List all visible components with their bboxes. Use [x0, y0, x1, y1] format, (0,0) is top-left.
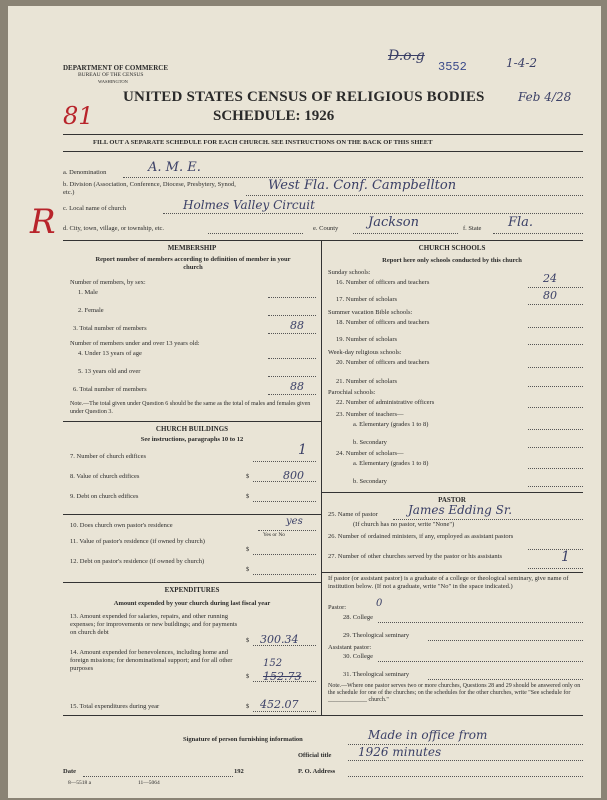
rule-pastor: [321, 492, 583, 493]
q1-male: 1. Male: [78, 289, 98, 296]
division-label: b. Division (Association, Conference, Diocese, Presbytery, Synod, etc.): [63, 181, 236, 196]
handwritten-date-2: Feb 4/28: [518, 90, 572, 104]
q15-line: [253, 711, 316, 712]
pastor-hw: 0: [376, 598, 383, 609]
pastor-label: Pastor:: [328, 604, 347, 611]
q6-line: [268, 394, 316, 395]
q15-value: 452.07: [260, 698, 299, 711]
q24a-elementary: a. Elementary (grades 1 to 8): [353, 460, 429, 467]
q18-officers: 18. Number of officers and teachers: [336, 319, 430, 326]
q11-value-residence: 11. Value of pastor's residence (if owned by church): [70, 538, 205, 545]
buildings-intro: See instructions, paragraphs 10 to 12: [140, 436, 244, 443]
q13-dollar: $: [246, 637, 250, 644]
expenditures-title: EXPENDITURES: [164, 586, 220, 594]
q30-college: 30. College: [343, 653, 373, 660]
q8-value: 800: [283, 469, 304, 482]
q25-name: 25. Name of pastor: [328, 511, 378, 518]
q15-dollar: $: [246, 703, 250, 710]
graduate-intro: If pastor (or assistant pastor) is a graduate of a college or theological seminary, give name of institution below. (If not a graduate, write "No" in the space indicated.): [328, 575, 569, 590]
city-label: d. City, town, village, or township, etc.: [63, 225, 165, 232]
q8-value-edifices: 8. Value of church edifices: [70, 473, 140, 480]
denomination-value: A. M. E.: [148, 160, 201, 175]
q1-line: [268, 297, 316, 298]
q17-scholars: 17. Number of scholars: [336, 296, 398, 303]
q14-value: 152.73: [263, 670, 302, 683]
q22-line: [528, 407, 583, 408]
q21-scholars: 21. Number of scholars: [336, 378, 398, 385]
q7-value: 1: [298, 442, 307, 458]
q27-value: 1: [561, 549, 570, 565]
q29-seminary: 29. Theological seminary: [343, 632, 410, 639]
schools-intro: Report here only schools conducted by this church: [382, 257, 522, 264]
q19-line: [528, 344, 583, 345]
summer-schools: Summer vacation Bible schools:: [328, 309, 413, 316]
q21-line: [528, 386, 583, 387]
q24b-line: [528, 486, 583, 487]
denomination-label: a. Denomination: [63, 169, 107, 176]
q24b-secondary: b. Secondary: [353, 478, 387, 485]
signature-value: Made in office from: [368, 728, 488, 742]
local-name-label: c. Local name of church: [63, 205, 126, 212]
census-schedule-page: [8, 6, 601, 798]
q12-dollar: $: [246, 566, 250, 573]
local-name-line: [163, 213, 583, 214]
handwritten-code: D.o.g: [388, 48, 425, 64]
q29-line: [428, 640, 583, 641]
county-line: [353, 233, 458, 234]
q23a-elementary: a. Elementary (grades 1 to 8): [353, 421, 429, 428]
q7-line: [253, 461, 316, 462]
q25-line: [393, 519, 583, 520]
q31-line: [428, 679, 583, 680]
pastor-title: PASTOR: [438, 496, 466, 504]
date-label: Date: [63, 768, 76, 775]
bureau-label: BUREAU OF THE CENSUS: [78, 72, 144, 78]
red-letter: R: [30, 202, 56, 242]
division-value: West Fla. Conf. Campbellton: [268, 178, 457, 193]
assistant-label: Assistant pastor:: [328, 644, 372, 651]
expenditures-intro: Amount expended by your church during last fiscal year: [113, 600, 271, 607]
form-number: 8—5518 a: [68, 780, 92, 786]
members-by-sex: Number of members, by sex:: [70, 279, 146, 286]
date-line: [83, 776, 233, 777]
q2-line: [268, 315, 316, 316]
q20-line: [528, 367, 583, 368]
county-value: Jackson: [368, 215, 419, 230]
q4-line: [268, 358, 316, 359]
q23a-line: [528, 429, 583, 430]
q5-over13: 5. 13 years old and over: [78, 368, 141, 375]
q30-line: [378, 661, 583, 662]
state-line: [493, 233, 583, 234]
pastor-note: Note.—Where one pastor serves two or more churches, Questions 28 and 29 should be answered only on the schedule for one of the churches; on the schedules for the other churches, write "See schedule for _____________ church.": [328, 683, 581, 703]
city-label: WASHINGTON: [98, 79, 128, 84]
q18-line: [528, 327, 583, 328]
q13-running: 13. Amount expended for salaries, repairs, and other running expenses; for improvements or new buildings; and for payments on church debt: [70, 613, 238, 636]
q23b-secondary: b. Secondary: [353, 439, 387, 446]
local-name-value: Holmes Valley Circuit: [183, 198, 315, 212]
q19-scholars: 19. Number of scholars: [336, 336, 398, 343]
q3-line: [268, 333, 316, 334]
rule-graduate: [321, 572, 583, 573]
red-number: 81: [63, 102, 94, 130]
rule-buildings: [63, 421, 321, 422]
q23-teachers: 23. Number of teachers—: [336, 411, 404, 418]
rule-top: [63, 134, 583, 135]
stamp-number: 3552: [438, 60, 467, 74]
q12-debt-residence: 12. Debt on pastor's residence (if owned by church): [70, 558, 205, 565]
q5-line: [268, 376, 316, 377]
signature-label: Signature of person furnishing information: [183, 736, 303, 743]
instruction-line: FILL OUT A SEPARATE SCHEDULE FOR EACH CHURCH. SEE INSTRUCTIONS ON THE BACK OF THIS SHEET: [93, 139, 433, 146]
q11-dollar: $: [246, 546, 250, 553]
q24-scholars: 24. Number of scholars—: [336, 450, 404, 457]
schools-title: CHURCH SCHOOLS: [418, 244, 486, 252]
po-address-label: P. O. Address: [298, 768, 336, 775]
q25-value: James Edding Sr.: [408, 503, 513, 517]
members-by-age: Number of members under and over 13 years old:: [70, 340, 200, 347]
yes-no-hint: Yes or No: [263, 532, 286, 538]
q12-line: [253, 574, 316, 575]
membership-note: Note.—The total given under Question 6 should be the same as the total of males and females given under Question 3.: [70, 401, 311, 415]
handwritten-date-1: 1-4-2: [506, 56, 538, 70]
weekday-schools: Week-day religious schools:: [328, 349, 402, 356]
membership-intro: Report number of members according to definition of member in your church: [95, 256, 291, 271]
official-title-value: 1926 minutes: [358, 745, 442, 759]
q11-line: [253, 554, 316, 555]
q4-under13: 4. Under 13 years of age: [78, 350, 142, 357]
division-line: [246, 195, 583, 196]
q14-note: 152: [263, 658, 283, 669]
q27-other-churches: 27. Number of other churches served by the pastor or his assistants: [328, 553, 503, 560]
q17-value: 80: [543, 289, 557, 302]
q10-residence: 10. Does church own pastor's residence: [70, 522, 173, 529]
q17-line: [528, 304, 583, 305]
q16-value: 24: [543, 272, 557, 285]
q26-ordained: 26. Number of ordained ministers, if any, employed as assistant pastors: [328, 533, 514, 540]
q6-value: 88: [290, 380, 304, 393]
official-title-label: Official title: [298, 752, 332, 759]
city-line: [208, 233, 303, 234]
q26-line: [528, 549, 583, 550]
q3-value: 88: [290, 319, 304, 332]
state-value: Fla.: [508, 215, 534, 230]
q23b-line: [528, 447, 583, 448]
q25-note: (If church has no pastor, write "None"): [353, 521, 455, 528]
po-address-line: [348, 776, 583, 777]
q6-total: 6. Total number of members: [73, 386, 147, 393]
q16-officers: 16. Number of officers and teachers: [336, 279, 430, 286]
rule-grid-top: [63, 240, 583, 241]
q28-line: [378, 622, 583, 623]
q9-dollar: $: [246, 493, 250, 500]
rule-center: [321, 240, 322, 715]
q14-benevolences: 14. Amount expended for benevolences, including home and foreign missions; for denominational support; and for all other purposes: [70, 649, 233, 672]
q31-seminary: 31. Theological seminary: [343, 671, 410, 678]
q3-total: 3. Total number of members: [73, 325, 147, 332]
q9-debt: 9. Debt on church edifices: [70, 493, 139, 500]
q2-female: 2. Female: [78, 307, 104, 314]
dept-label: DEPARTMENT OF COMMERCE: [63, 64, 169, 72]
q16-line: [528, 287, 583, 288]
rule-instruction: [63, 151, 583, 152]
rule-residence: [63, 514, 321, 515]
q28-college: 28. College: [343, 614, 373, 621]
membership-title: MEMBERSHIP: [167, 244, 217, 252]
q10-line: [258, 530, 316, 531]
form-subtitle: SCHEDULE: 1926: [213, 108, 335, 124]
official-title-line: [348, 760, 583, 761]
county-label: e. County: [313, 225, 339, 232]
q14-dollar: $: [246, 673, 250, 680]
year-label: 192: [234, 768, 244, 775]
q22-admin: 22. Number of administrative officers: [336, 399, 435, 406]
q10-value: yes: [286, 516, 303, 527]
sunday-schools: Sunday schools:: [328, 269, 371, 276]
print-number: 11—5064: [138, 780, 160, 786]
q13-value: 300.34: [260, 633, 299, 646]
buildings-title: CHURCH BUILDINGS: [155, 425, 229, 433]
q20-officers: 20. Number of officers and teachers: [336, 359, 430, 366]
q7-edifices: 7. Number of church edifices: [70, 453, 146, 460]
parochial-schools: Parochial schools:: [328, 389, 376, 396]
rule-footer: [63, 715, 583, 716]
q27-line: [528, 568, 583, 569]
state-label: f. State: [463, 225, 482, 232]
rule-expenditures: [63, 582, 321, 583]
q15-total: 15. Total expenditures during year: [70, 703, 160, 710]
q8-dollar: $: [246, 473, 250, 480]
q9-line: [253, 501, 316, 502]
form-title: UNITED STATES CENSUS OF RELIGIOUS BODIES: [123, 89, 485, 105]
q24a-line: [528, 468, 583, 469]
